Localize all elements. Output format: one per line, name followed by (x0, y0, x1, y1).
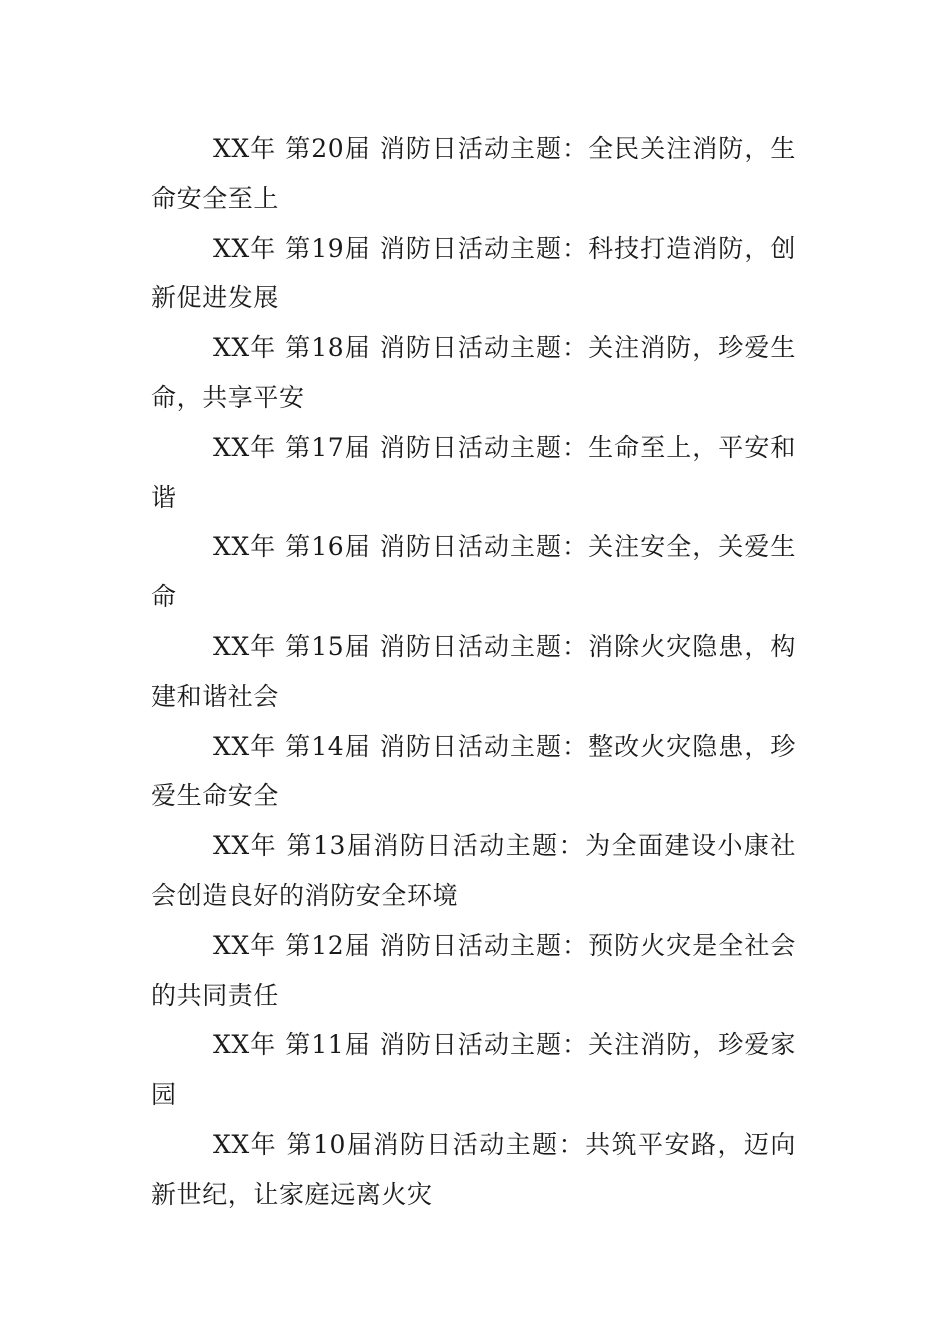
theme-entry-11: XX年 第11届 消防日活动主题：关注消防，珍爱家园 (151, 1030, 796, 1110)
theme-entry-18: XX年 第18届 消防日活动主题：关注消防，珍爱生命，共享平安 (151, 333, 796, 412)
theme-entry-13: XX年 第13届消防日活动主题：为全面建设小康社会创造良好的消防安全环境 (151, 831, 796, 910)
document-body (151, 124, 796, 1220)
theme-entry-15: XX年 第15届 消防日活动主题：消除火灾隐患，构建和谐社会 (151, 631, 796, 711)
theme-entry-17: XX年 第17届 消防日活动主题：生命至上，平安和谐 (151, 432, 796, 512)
theme-entry-10: XX年 第10届消防日活动主题：共筑平安路，迈向新世纪，让家庭远离火灾 (151, 1129, 796, 1209)
theme-entry-19: XX年 第19届 消防日活动主题：科技打造消防，创新促进发展 (151, 233, 796, 313)
theme-entry-14: XX年 第14届 消防日活动主题：整改火灾隐患，珍爱生命安全 (151, 731, 796, 811)
theme-entry-12: XX年 第12届 消防日活动主题：预防火灾是全社会的共同责任 (151, 930, 796, 1010)
theme-entry-16: XX年 第16届 消防日活动主题：关注安全，关爱生命 (151, 532, 796, 612)
theme-entry-20: XX年 第20届 消防日活动主题：全民关注消防，生命安全至上 (151, 134, 796, 213)
